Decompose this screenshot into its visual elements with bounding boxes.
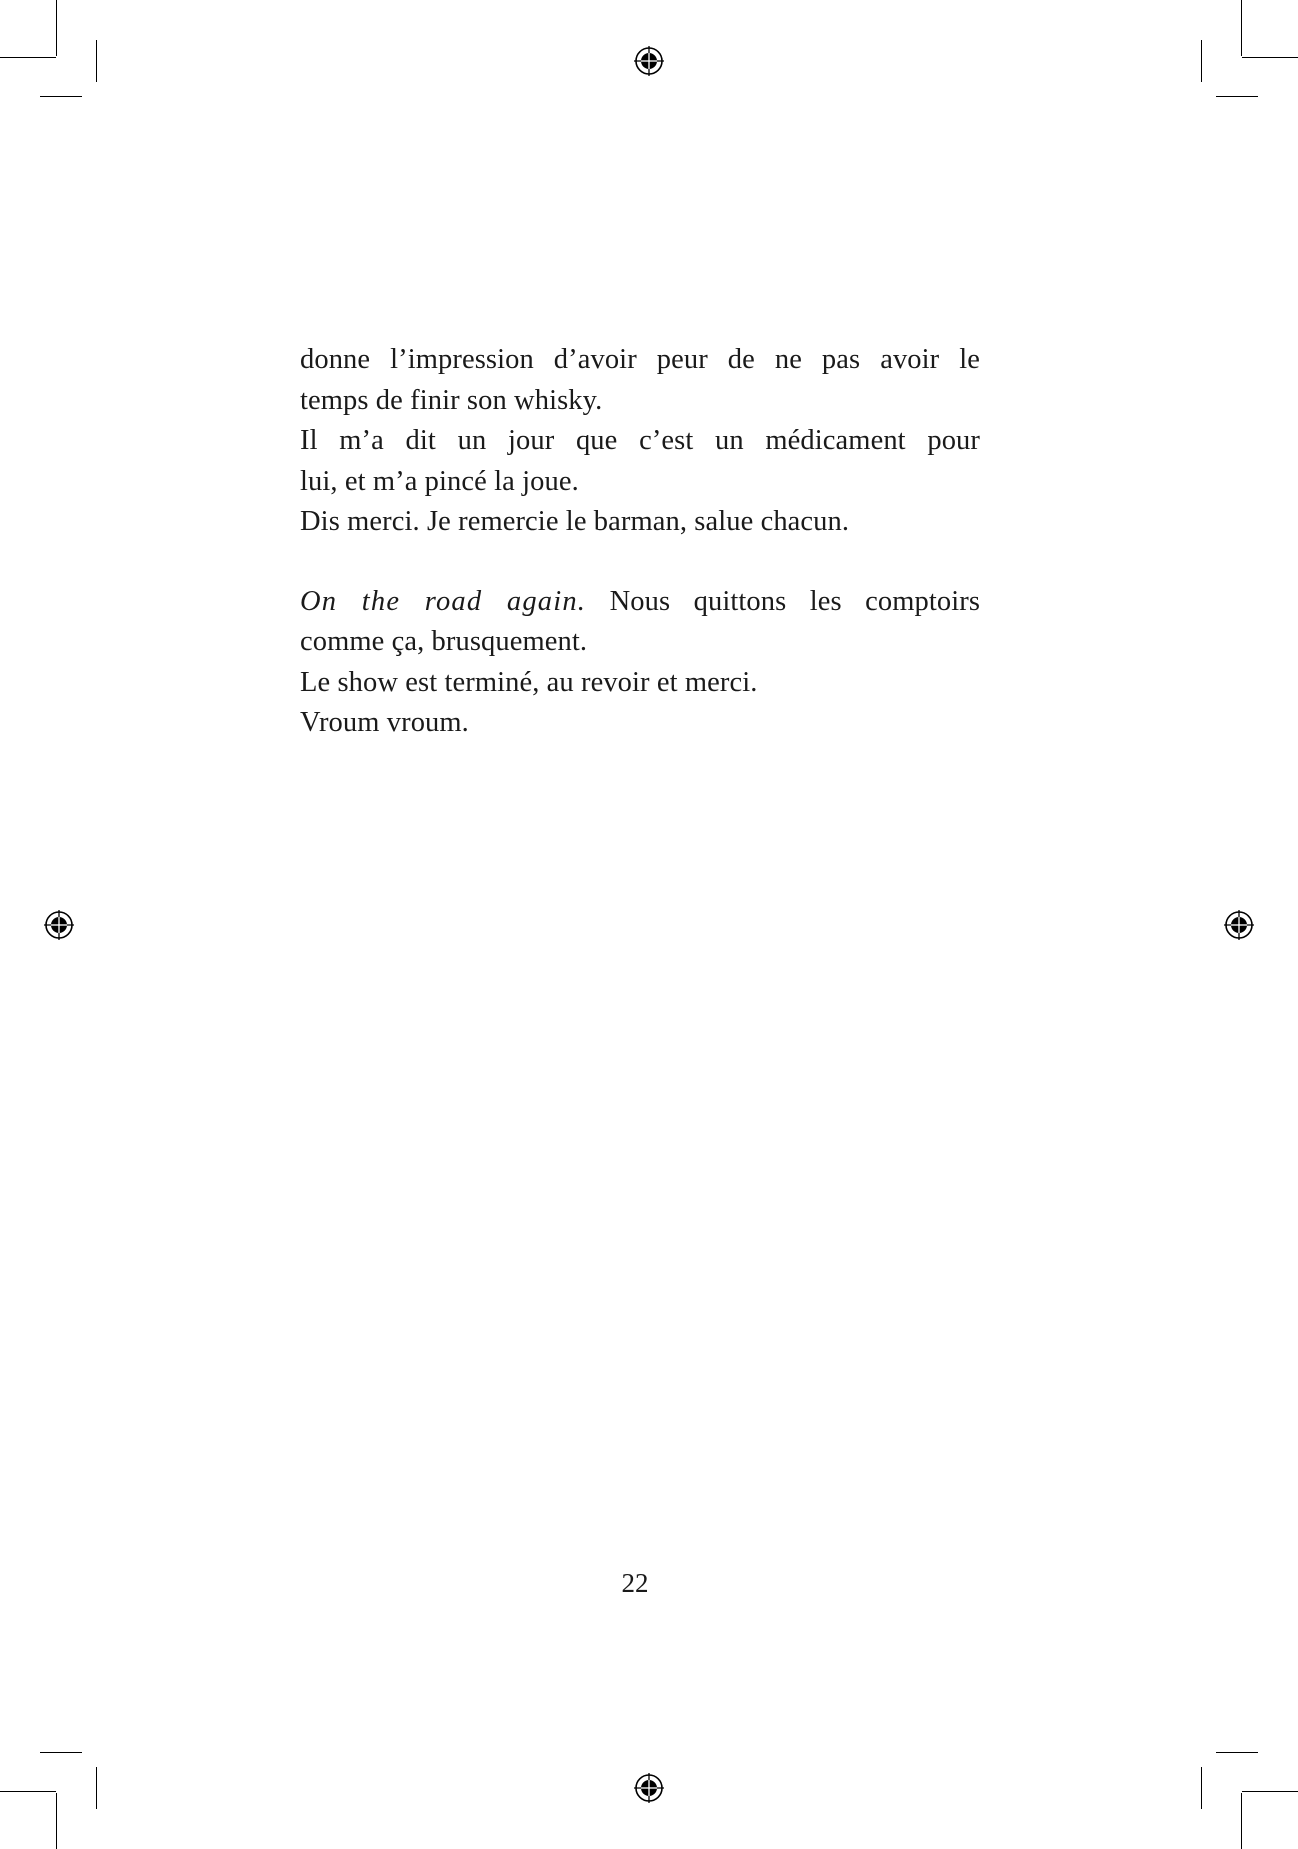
paragraph	[300, 582, 980, 744]
crop-mark	[1241, 1793, 1242, 1849]
paragraph	[300, 340, 980, 421]
crop-mark	[0, 1791, 56, 1792]
page-number: 22	[621, 1568, 649, 1598]
registration-target-icon	[1224, 910, 1254, 940]
text-line: Dis merci. Je remercie le barman, salue chacun.	[300, 506, 850, 537]
text-line: Vroum vroum.	[300, 707, 469, 738]
crop-mark	[1242, 57, 1298, 58]
crop-mark	[56, 0, 57, 56]
paragraph	[300, 421, 980, 502]
paragraph	[300, 502, 980, 543]
registration-target-icon	[634, 46, 664, 76]
crop-mark	[1201, 40, 1202, 82]
text-line: Il m’a dit un jour que c’est un médicament pour	[300, 425, 980, 456]
crop-mark	[1241, 0, 1242, 56]
text-line: lui, et m’a pincé la joue.	[300, 465, 579, 497]
registration-target-icon	[44, 910, 74, 940]
crop-mark	[96, 40, 97, 82]
crop-mark	[1216, 1752, 1258, 1753]
crop-mark	[0, 57, 56, 58]
text-line: temps de finir son whisky.	[300, 384, 603, 416]
text-line: Le show est terminé, au revoir et merci.	[300, 666, 758, 698]
crop-mark	[56, 1793, 57, 1849]
page-body	[300, 340, 980, 744]
crop-mark	[1242, 1791, 1298, 1792]
crop-mark	[40, 1752, 82, 1753]
text-line: comme ça, brusquement.	[300, 626, 588, 657]
text-line: donne l’impression d’avoir peur de ne pas avoir le	[300, 344, 980, 375]
crop-mark	[1201, 1767, 1202, 1809]
italic-phrase: On the road again.	[300, 585, 587, 617]
crop-mark	[1216, 96, 1258, 97]
crop-mark	[40, 96, 82, 97]
text-fragment: Nous quittons les comptoirs	[586, 585, 981, 617]
registration-target-icon	[634, 1773, 664, 1803]
crop-mark	[96, 1767, 97, 1809]
text-line	[300, 582, 980, 623]
